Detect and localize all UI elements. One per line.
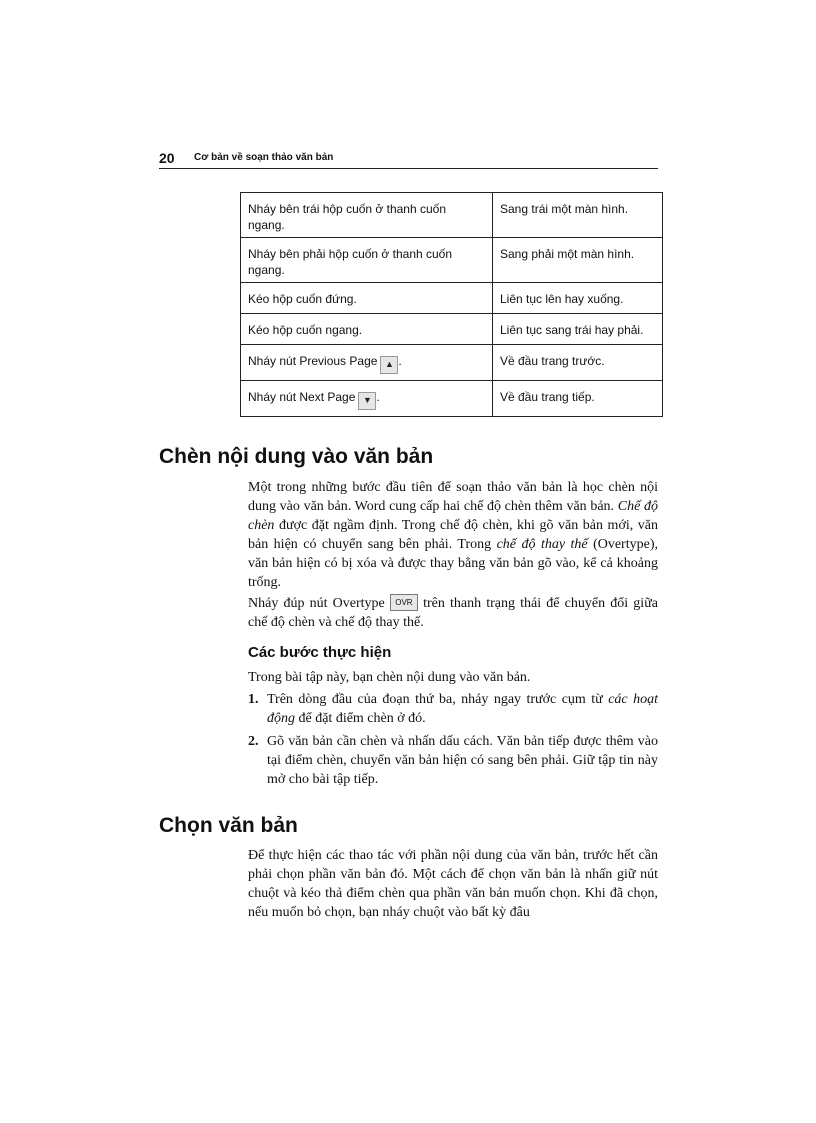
subheading-steps: Các bước thực hiện <box>248 644 392 661</box>
table-cell-action: Kéo hộp cuốn đứng. <box>241 283 493 314</box>
step-text <box>248 690 658 728</box>
table-cell-action-text: Nháy nút Next Page <box>248 390 356 404</box>
next-page-icon: ▼ <box>358 392 376 410</box>
text-run: Trên dòng đầu của đoạn thứ ba, nháy ngay trước cụm từ <box>267 692 609 707</box>
table-cell-action: Kéo hộp cuốn ngang. <box>241 314 493 345</box>
text-run: Một trong những bước đầu tiên để soạn thảo văn bản là học chèn nội dung vào văn bản. Word cung cấp hai chế độ chèn thêm văn bản. <box>248 480 658 514</box>
table-cell-action: Nháy nút Next Page ▼ . <box>241 381 493 417</box>
italic-term: Chế độ chèn <box>248 499 658 533</box>
step-text: Gõ văn bản cần chèn và nhấn dấu cách. Văn bản tiếp được thêm vào tại điểm chèn, chuyển văn bản hiện có sang bên phải. Giữ tập tin này mở cho bài tập tiếp. <box>267 734 658 787</box>
table-row <box>241 283 663 314</box>
text-run: (Overtype), văn bản hiện có bị xóa và được thay bằng văn bản gõ vào, kể cả khoảng trống. <box>248 537 658 590</box>
italic-term: các hoạt động <box>267 692 658 726</box>
previous-page-icon: ▲ <box>380 356 398 374</box>
text-run: được đặt ngầm định. Trong chế độ chèn, khi gõ văn bản mới, văn bản hiện có chuyển sang bên phải. Trong <box>248 518 658 552</box>
insert-paragraph <box>248 478 658 592</box>
steps-intro: Trong bài tập này, bạn chèn nội dung vào văn bản. <box>248 670 531 685</box>
scroll-actions-table <box>240 192 663 417</box>
table-cell-result: Liên tục sang trái hay phải. <box>493 314 663 345</box>
list-item <box>248 732 658 789</box>
table-cell-action-text: Nháy nút Previous Page <box>248 354 378 368</box>
step-number: 2. <box>248 734 259 749</box>
text-run: để đặt điểm chèn ở đó. <box>295 711 426 726</box>
section-heading-insert: Chèn nội dung vào văn bản <box>159 445 434 468</box>
table-cell-result: Liên tục lên hay xuống. <box>493 283 663 314</box>
table-row <box>241 314 663 345</box>
select-paragraph: Để thực hiện các thao tác với phần nội dung của văn bản, trước hết cần phải chọn phần văn bản đó. Một cách để chọn văn bản là nhấn giữ nút chuột và kéo thả điểm chèn qua phần văn bản muốn chọn. Khi đã chọn, nếu muốn bỏ chọn, bạn nháy chuột vào bất kỳ đâu <box>248 848 658 920</box>
table-cell-action: Nháy bên phải hộp cuốn ở thanh cuốn ngang. <box>241 238 493 283</box>
table-cell-result: Về đầu trang trước. <box>493 345 663 381</box>
overtype-button-icon: OVR <box>390 594 418 611</box>
table-cell-result: Sang trái một màn hình. <box>493 193 663 238</box>
table-row <box>241 345 663 381</box>
table-row <box>241 381 663 417</box>
text-run: trên thanh trạng thái để chuyển đổi giữa chế độ chèn và chế độ thay thế. <box>248 596 658 630</box>
page-header <box>159 150 658 169</box>
table-cell-result: Về đầu trang tiếp. <box>493 381 663 417</box>
running-title: Cơ bản về soạn thảo văn bản <box>194 152 334 163</box>
overtype-paragraph <box>248 594 658 632</box>
table-row <box>241 193 663 238</box>
text-run: Nháy đúp nút Overtype <box>248 596 390 611</box>
section-heading-select: Chọn văn bản <box>159 814 298 837</box>
table-cell-result: Sang phải một màn hình. <box>493 238 663 283</box>
italic-term: chế độ thay thế <box>496 537 588 552</box>
list-item <box>248 690 658 728</box>
page-number: 20 <box>159 150 175 166</box>
table-cell-action: Nháy nút Previous Page ▲ . <box>241 345 493 381</box>
table-row <box>241 238 663 283</box>
step-number: 1. <box>248 692 259 707</box>
table-cell-action: Nháy bên trái hộp cuốn ở thanh cuốn ngang. <box>241 193 493 238</box>
